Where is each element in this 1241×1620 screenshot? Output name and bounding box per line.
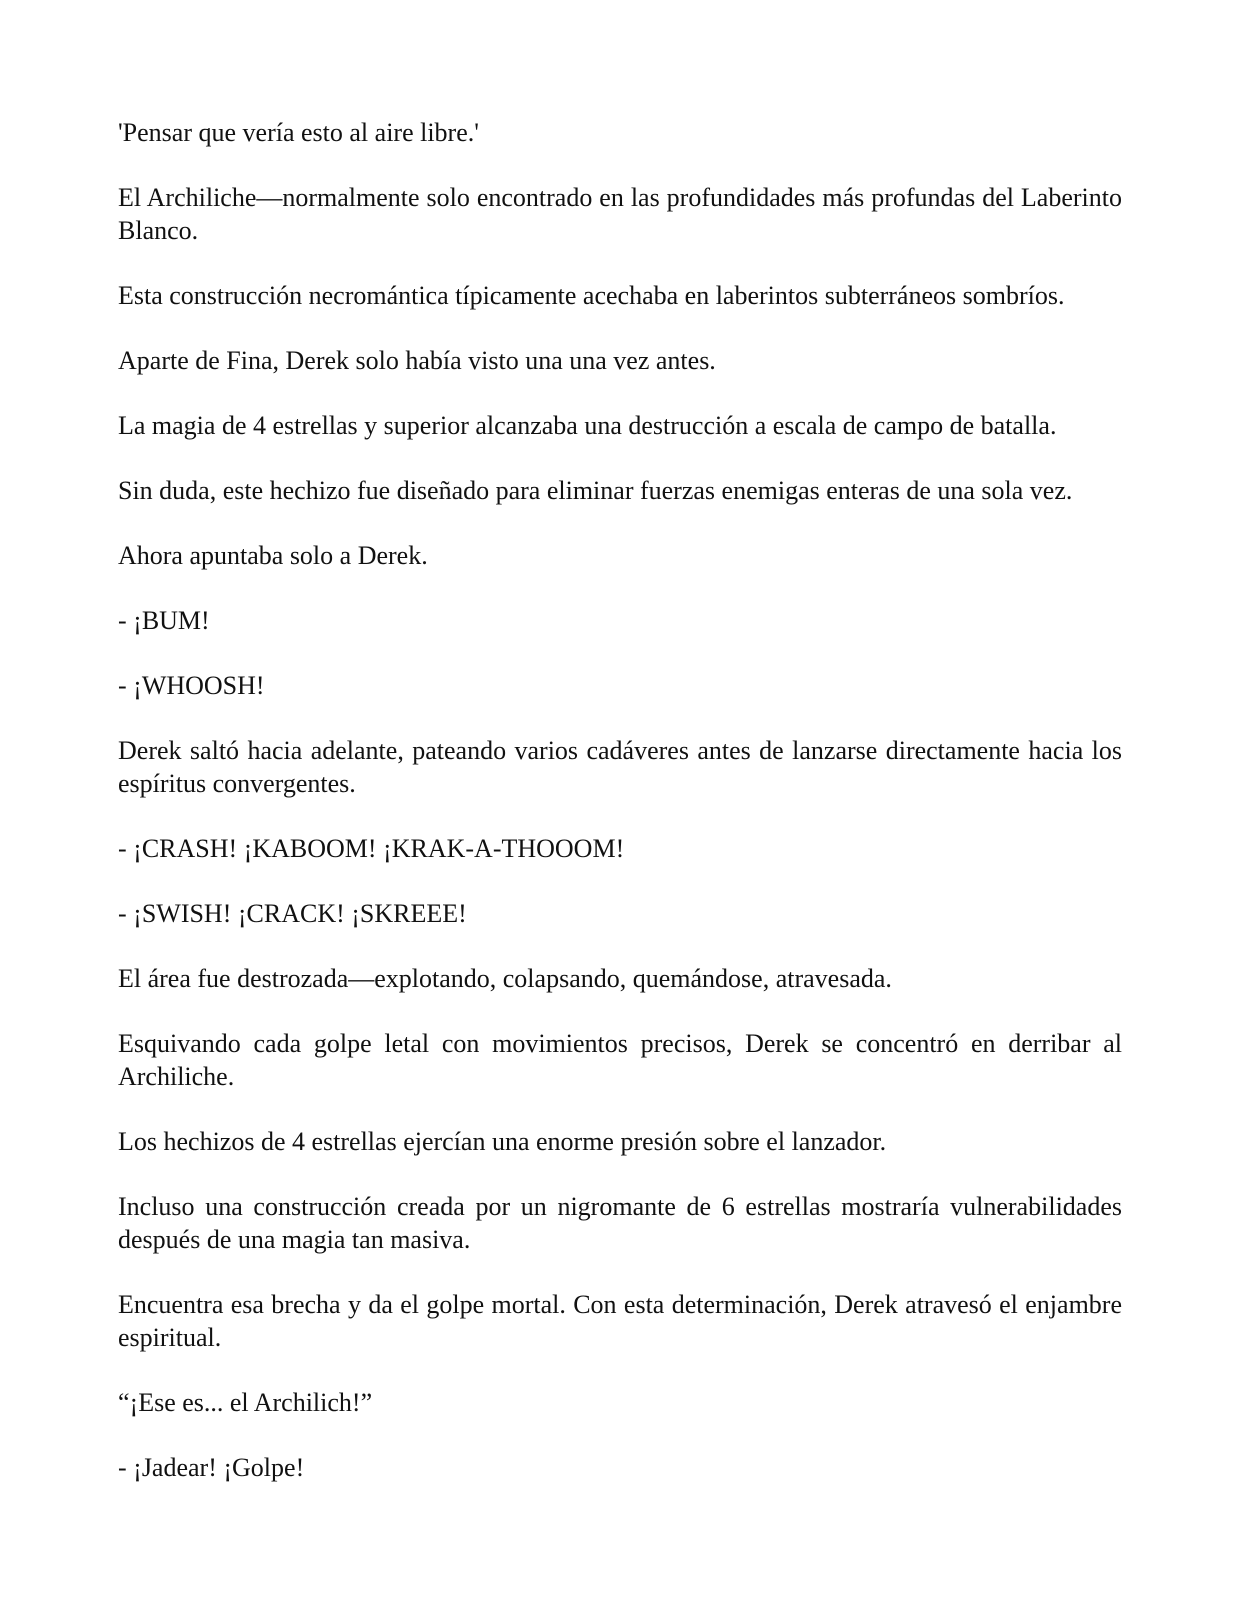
paragraph-2: El Archiliche—normalmente solo encontrado en las profundidades más profundas del Laberinto Blanco.: [118, 183, 1122, 245]
paragraph-1: 'Pensar que vería esto al aire libre.': [118, 118, 479, 147]
paragraph-15: Los hechizos de 4 estrellas ejercían una enorme presión sobre el lanzador.: [118, 1127, 887, 1156]
paragraph-14: Esquivando cada golpe letal con movimientos precisos, Derek se concentró en derribar al Archiliche.: [118, 1029, 1122, 1091]
paragraph-19: - ¡Jadear! ¡Golpe!: [118, 1453, 305, 1482]
paragraph-17: Encuentra esa brecha y da el golpe mortal. Con esta determinación, Derek atravesó el enjambre espiritual.: [118, 1290, 1122, 1352]
paragraph-6: Sin duda, este hechizo fue diseñado para eliminar fuerzas enemigas enteras de una sola vez.: [118, 476, 1073, 505]
paragraph-8: - ¡BUM!: [118, 606, 210, 635]
paragraph-3: Esta construcción necromántica típicamente acechaba en laberintos subterráneos sombríos.: [118, 281, 1065, 310]
paragraph-11: - ¡CRASH! ¡KABOOM! ¡KRAK-A-THOOOM!: [118, 834, 625, 863]
paragraph-18: “¡Ese es... el Archilich!”: [118, 1388, 373, 1417]
paragraph-10: Derek saltó hacia adelante, pateando varios cadáveres antes de lanzarse directamente hacia los espíritus convergentes.: [118, 736, 1122, 798]
paragraph-7: Ahora apuntaba solo a Derek.: [118, 541, 428, 570]
paragraph-13: El área fue destrozada—explotando, colapsando, quemándose, atravesada.: [118, 964, 892, 993]
paragraph-16: Incluso una construcción creada por un nigromante de 6 estrellas mostraría vulnerabilidades después de una magia tan masiva.: [118, 1192, 1122, 1254]
paragraph-9: - ¡WHOOSH!: [118, 671, 265, 700]
document-page: [118, 116, 1122, 1516]
paragraph-5: La magia de 4 estrellas y superior alcanzaba una destrucción a escala de campo de batalla.: [118, 411, 1057, 440]
paragraph-12: - ¡SWISH! ¡CRACK! ¡SKREEE!: [118, 899, 467, 928]
paragraph-4: Aparte de Fina, Derek solo había visto una una vez antes.: [118, 346, 716, 375]
